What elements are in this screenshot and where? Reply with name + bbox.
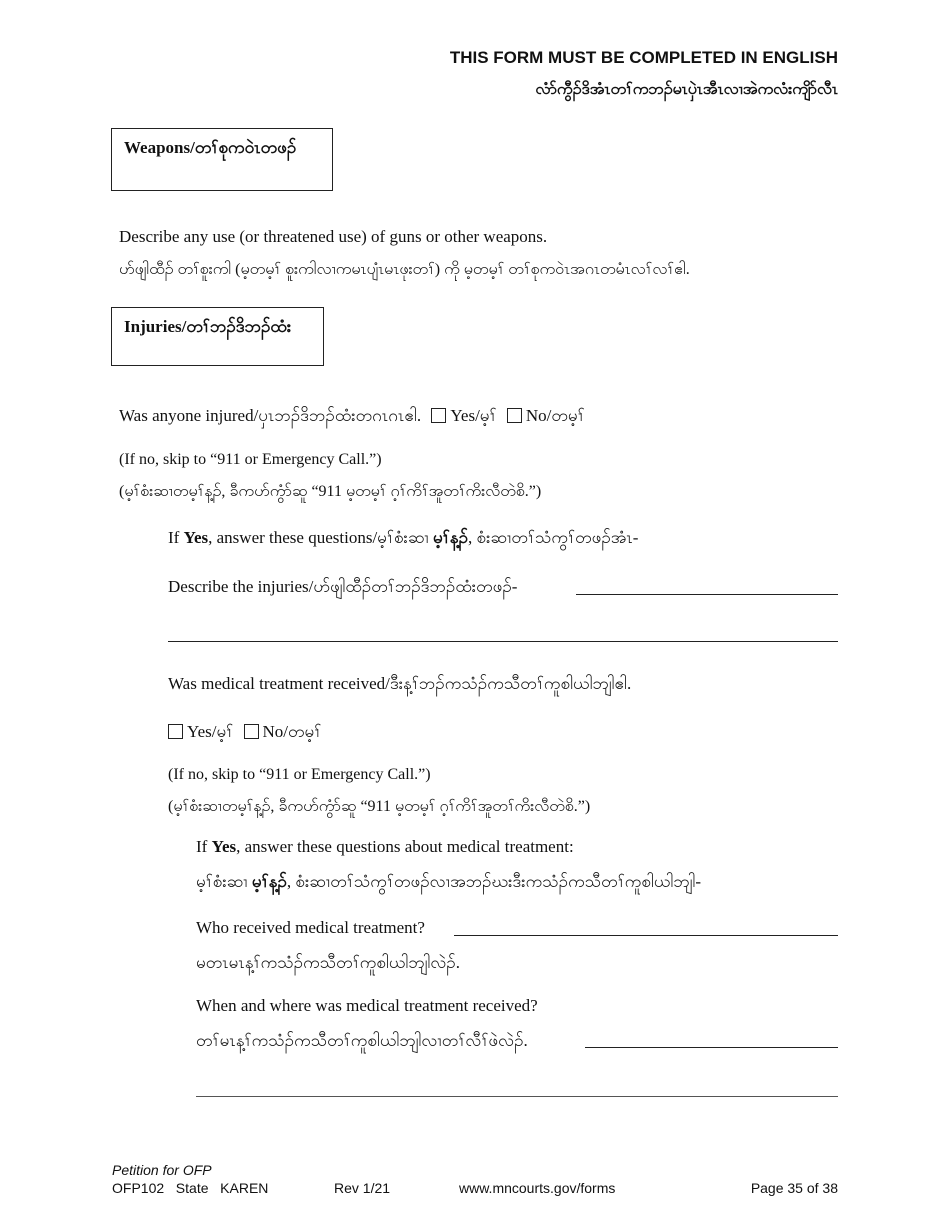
when-where-answer-line-1[interactable] [585,1047,838,1048]
medical-if-kr-bold: မ့ၢ်န့ၣ် [251,872,287,891]
medical-if-kr-prefix: မ့ၢ်စံးဆၢ [196,872,252,891]
footer-page-number: Page 35 of 38 [750,1180,838,1196]
weapons-title: Weapons/တၢ်စုကဝဲၤတဖၣ် [124,138,297,157]
medical-if-suffix: , answer these questions about medical treatment: [236,837,574,856]
weapons-question-karen: ဟ်ဖျါထီၣ် တၢ်စူးကါ (မ့တမ့ၢ် စူးကါလၢကမၤပျံၤမၤဖုးတၢ်) ကို မ့တမ့ၢ် တၢ်စုကဝဲၤအဂၤတမံၤလၢ်လၢ်ဧါ. [119,261,690,278]
describe-injuries-line-1[interactable] [576,594,838,595]
who-received-answer-line[interactable] [454,935,838,936]
weapons-section-heading [111,128,333,191]
footer-url: www.mncourts.gov/forms [459,1180,616,1196]
if-yes-suffix: , စံးဆၢတၢ်သံကွၢ်တဖၣ်အံၤ- [468,528,639,547]
medical-skip-instruction: (If no, skip to “911 or Emergency Call.”) [168,766,431,783]
injured-yes-checkbox[interactable] [431,408,446,423]
anyone-injured-question: Was anyone injured/ပှၤဘၣ်ဒိဘၣ်ထံးတဂၤဂၤဧါ. [119,406,422,425]
english-required-notice: THIS FORM MUST BE COMPLETED IN ENGLISH [449,48,838,67]
if-yes-bold: Yes [183,528,209,547]
injuries-title: Injuries/တၢ်ဘၣ်ဒိဘၣ်ထံး [124,317,292,336]
describe-injuries-line-2[interactable] [168,641,838,642]
medical-if-bold: Yes [211,837,237,856]
weapons-question: Describe any use (or threatened use) of guns or other weapons. [119,227,548,246]
english-required-notice-karen: လံာ်ကွီၣ်ဒိအံၤတၢ်ကဘၣ်မၤပှဲၤအီၤလၢအဲကလံးကျိာ်လီၤ [535,81,838,98]
anyone-injured-row [119,405,585,430]
medical-if-prefix: If [196,837,212,856]
describe-injuries-label: Describe the injuries/ဟ်ဖျါထီၣ်တၢ်ဘၣ်ဒိဘၣ်ထံးတဖၣ်- [168,577,518,596]
medical-treatment-question: Was medical treatment received/ဒီးန့ၢ်ဘၣ်ကသံၣ်ကသီတၢ်ကူစါယါဘျါဧါ. [168,674,632,693]
who-received-question: Who received medical treatment? [196,918,425,937]
medical-no-checkbox[interactable] [244,724,259,739]
medical-if-yes-instruction-karen [196,871,701,896]
if-yes-mid: , answer these questions/မ့ၢ်စံးဆၢ [208,528,434,547]
injured-no-checkbox[interactable] [507,408,522,423]
footer-form-title: Petition for OFP [112,1162,212,1178]
medical-if-kr-suffix: , စံးဆၢတၢ်သံကွၢ်တဖၣ်လၢအဘၣ်ဃးဒီးကသံၣ်ကသီတၢ်ကူစါယါဘျါ- [286,872,702,891]
medical-no-label: No/တမ့ၢ် [262,722,322,741]
when-where-answer-line-2[interactable] [196,1096,838,1097]
medical-if-yes-instruction [196,837,574,857]
if-yes-instruction [168,527,638,552]
if-yes-prefix: If [168,528,184,547]
medical-yes-checkbox[interactable] [168,724,183,739]
if-yes-bold-karen: မ့ၢ်န့ၣ် [433,528,469,547]
skip-instruction-karen: (မ့ၢ်စံးဆၢတမ့ၢ်န့ၣ်, ခီကဟ်ကွံာ်ဆူ “911 မ့တမ့ၢ် ဂ့ၢ်ကိၢ်အူတၢ်ကိးလီတဲစိ.”) [119,483,542,500]
when-where-question-karen: တၢ်မၤန့ၢ်ကသံၣ်ကသီတၢ်ကူစါယါဘျါလၢတၢ်လီၢ်ဖဲလဲၣ်. [196,1031,528,1050]
injured-yes-label: Yes/မ့ၢ် [450,406,497,425]
injured-no-label: No/တမ့ၢ် [525,406,585,425]
footer-form-id: OFP102 State KAREN [112,1180,269,1196]
injuries-section-heading [111,307,324,366]
medical-yes-label: Yes/မ့ၢ် [187,722,234,741]
skip-instruction: (If no, skip to “911 or Emergency Call.”) [119,451,382,468]
medical-treatment-options [168,721,321,746]
medical-skip-instruction-karen: (မ့ၢ်စံးဆၢတမ့ၢ်န့ၣ်, ခီကဟ်ကွံာ်ဆူ “911 မ့တမ့ၢ် ဂ့ၢ်ကိၢ်အူတၢ်ကိးလီတဲစိ.”) [168,798,591,815]
who-received-question-karen: မတၤမၤန့ၢ်ကသံၣ်ကသီတၢ်ကူစါယါဘျါလဲၣ်. [196,953,460,972]
footer-revision: Rev 1/21 [334,1180,391,1196]
when-where-question: When and where was medical treatment received? [196,996,538,1015]
